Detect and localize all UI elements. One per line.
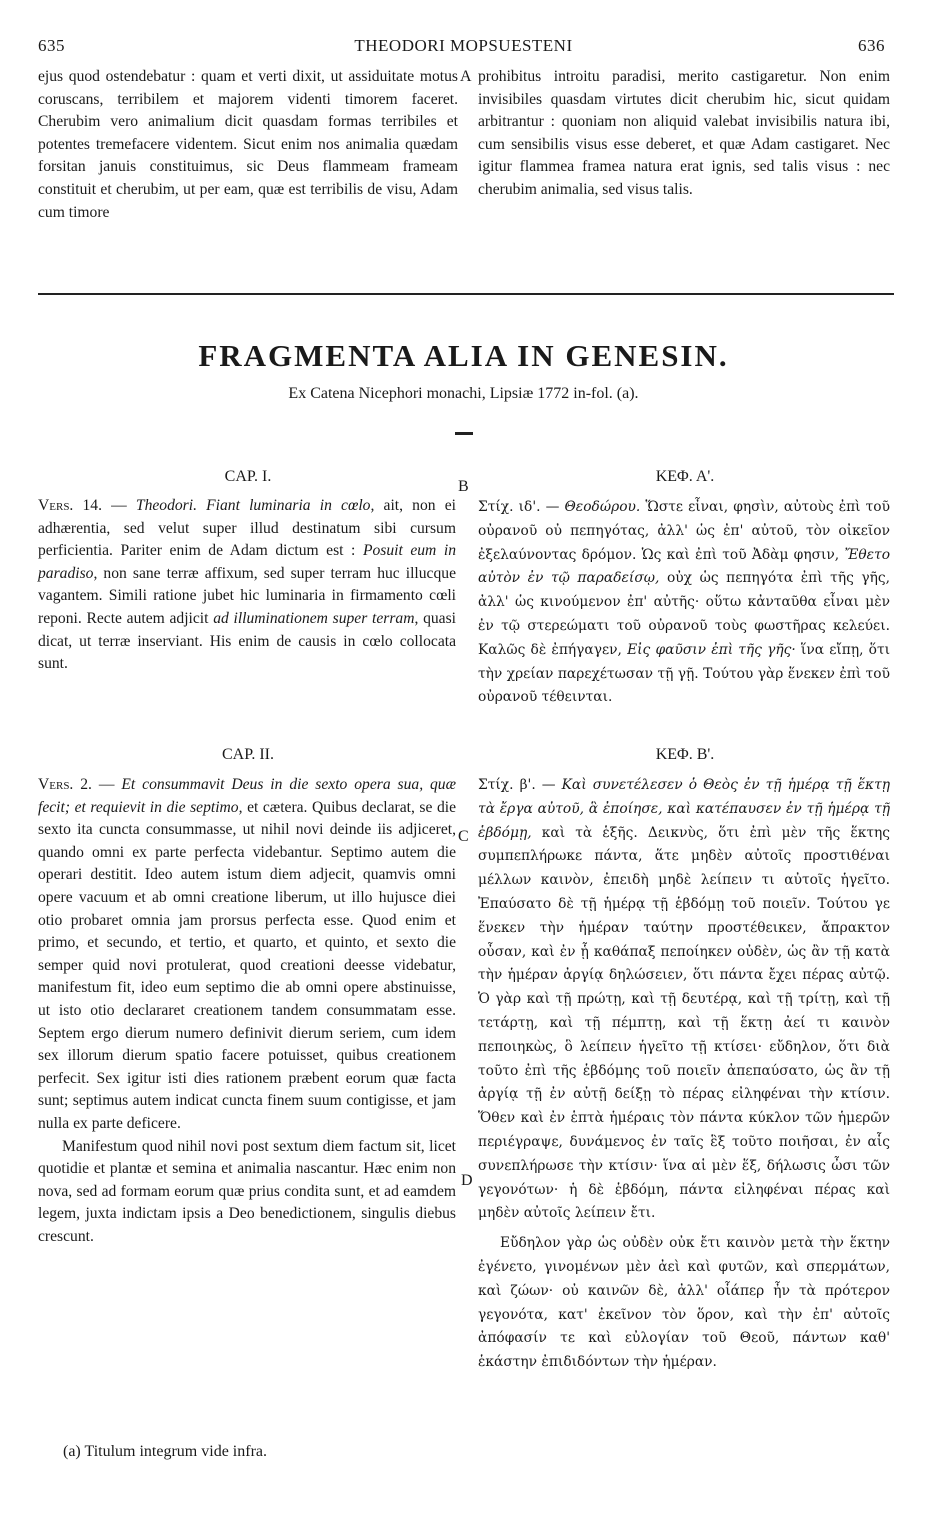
chapter-heading-greek-1: ΚΕΦ. Α'. [655, 468, 715, 485]
margin-letter-c: C [458, 828, 469, 845]
margin-letter-b: B [458, 478, 469, 495]
greek-chapter-1-text: Στίχ. ιδ'. — Θεοδώρου. Ὥστε εἶναι, φησὶν, αὐτοὺς ἐπὶ τοῦ οὐρανοῦ οὐ πεπηγότας, ἀλλ' ὡς ἐπ' αὐτοῦ, τὸν οἰκεῖον ἐξελαύνοντας δρόμον. Ὡς καὶ ἐπὶ τοῦ Ἀδὰμ φησιν, Ἔθετο αὐτὸν ἐν τῷ παραδείσῳ, οὐχ ὡς πεπηγότα ἐπὶ τῆς γῆς, ἀλλ' ὡς κινούμενον ἐπ' αὐτῆς· οὕτω κἀνταῦθα εἶναι μὲν ἐν τῷ στερεώματι τοῦ οὐρανοῦ τοὺς φωστῆρας κελεύει. Καλῶς δὲ ἐπήγαγεν, Εἰς φαῦσιν ἐπὶ τῆς γῆς· ἵνα εἴπῃ, ὅτι τὴν χρείαν παρεχέτωσαν τῇ γῇ. Τούτου γὰρ ἕνεκεν ἐπὶ τοῦ οὐρανοῦ τέθεινται. [478, 499, 891, 706]
running-header-title: THEODORI MOPSUESTENI [354, 36, 573, 55]
section-subtitle: Ex Catena Nicephori monachi, Lipsiæ 1772 in-fol. (a). [288, 385, 639, 402]
margin-letter-d: D [461, 1172, 473, 1189]
margin-letter-a: A [460, 68, 472, 85]
title-dash [455, 432, 473, 435]
section-divider [38, 293, 894, 295]
latin-chapter-2-text: Vers. 2. — Et consummavit Deus in die sexto opera sua, quæ fecit; et requievit in die septimo, et cætera. Quibus declarat, se die sexto ita cuncta consummasse, ut nihil novi deinde iis adjiceret, quando omni ex parte perfecta videbantur. Septimo autem die operari destitit. Ideo autem istum diem adjecit, quamvis omni opere vacuum et ab omni creatione liberum, ut illo hujusce diei otio probaret omnia jam prorsus perfecta esse. Quod enim et primo, et secundo, et tertio, et quarto, et quinto, et sexto die semper quid novi protulerat, quod creationi deesse videbatur, manifestum fit, ideo eum septimo die ab omni opere abstinuisse, ut isto otio declararet creationem tandem consummatam esse. Septem ergo dierum numero definivit dierum seriem, cum idem sex illorum dierum spatio facere potuisset, quibus creationem perfecit. Sex igitur isti dies rationem præbent eorum quæ facta sunt; septimus autem indicat cuncta finem suum contigisse, et jam nulla ex parte deficere. Manifestum quod nihil novi post sextum diem factum sit, licet quotidie et plantæ et semina et animalia nascantur. Hæc enim non nova, sed ad formam eorum quæ prius condita sunt, et ad eamdem legem, juxta indictam ipsis a Deo benedictionem, singulis diebus crescunt. [38, 776, 457, 1245]
top-left-paragraph: ejus quod ostendebatur : quam et verti dixit, ut assiduitate motus coruscans, terribilem et majorem videnti timorem faceret. Cherubim vero animalium dicit quasdam formas terribiles et potentes tremefacere videntem. Sicut enim nos animalia quædam forsitan januis constituimus, sic Deus flammeam frameam constituit et cherubim, ut per eam, quæ est terribilis de visu, Adam cum timore [38, 68, 458, 221]
page-number-right: 636 [858, 36, 885, 55]
latin-chapter-1-text: Vers. 14. — Theodori. Fiant luminaria in cœlo, ait, non ei adhærentia, sed velut super illud destinatum sibi cursum perficientia. Pariter enim de Adam dictum est : Posuit eum in paradiso, non sane terræ affixum, sed super terram huc illucque vagantem. Simili ratione jubet hic luminaria in firmamento cœli reponi. Recte autem adjicit ad illuminationem super terram, quasi dicat, ut terræ inserviant. His enim de causis in cœlo collocata sunt. [38, 497, 456, 673]
chapter-heading-latin-1: CAP. I. [224, 468, 272, 485]
section-title: FRAGMENTA ALIA IN GENESIN. [198, 338, 729, 373]
page-number-left: 635 [38, 36, 65, 55]
chapter-heading-latin-2: CAP. II. [221, 746, 274, 763]
chapter-heading-greek-2: ΚΕΦ. Β'. [655, 746, 715, 763]
top-right-paragraph: prohibitus introitu paradisi, merito castigaretur. Non enim invisibiles quasdam virtutes dicit cherubim hic, sicut quidam arbitrantur : quoniam non aliquid valebat invisibilis natura ibi, cum sensibilis visus esse deberet, et quæ Adam castigaret. Nec igitur flammea framea natura erat ignis, sed talis visus : nec cherubim animalia, sed visus talis. [478, 68, 890, 198]
greek-chapter-2-text: Στίχ. β'. — Καὶ συνετέλεσεν ὁ Θεὸς ἐν τῇ ἡμέρᾳ τῇ ἕκτῃ τὰ ἔργα αὐτοῦ, ἃ ἐποίησε, καὶ κατέπαυσεν ἐν τῇ ἡμέρᾳ τῇ ἑβδόμῃ, καὶ τὰ ἑξῆς. Δεικνὺς, ὅτι ἐπὶ μὲν τῆς ἕκτης συμπεπλήρωκε πάντα, ἅτε μηδὲν αὐτοῖς προστιθέναι μέλλων καινὸν, ἐπειδὴ μηδὲ λείπειν τι αὐτοῖς ἡγεῖτο. Ἐπαύσατο δὲ τῇ ἡμέρᾳ τῇ ἑβδόμῃ τοῦ ποιεῖν. Τούτου γε ἕνεκεν τὴν ἡμέραν ταύτην προστέθεικεν, ἄπρακτον οὖσαν, καὶ ἐν ᾗ καθάπαξ πεποίηκεν οὐδὲν, ὡς ἂν τῇ κατὰ τὴν ἡμέραν ἀργίᾳ δηλώσειεν, ὅτι πάντα ἔχει πέρας αὐτῷ. Ὁ γὰρ καὶ τῇ πρώτῃ, καὶ τῇ δευτέρᾳ, καὶ τῇ τρίτῃ, καὶ τῇ τετάρτῃ, καὶ τῇ πέμπτῃ, καὶ τῇ ἕκτῃ ἀεί τι καινὸν πεποιηκὼς, ὃ λείπειν ἡγεῖτο τῇ κτίσει· εὔδηλον, ὅτι διὰ τοῦτο ἐπὶ τῆς ἑβδόμης τοῦ ποιεῖν ἀπεπαύσατο, ὡς ἂν τῇ ἀργίᾳ τῇ ἐν αὐτῇ δείξῃ τὸ πέρας εἰληφέναι τὴν κτίσιν. Ὅθεν καὶ ἐν ἑπτὰ ἡμέραις τὸν πάντα κύκλον τῶν ἡμερῶν περιέγραψε, δυνάμενος ἐν ταῖς ἓξ τοῦτο ποιῆσαι, ἐν αἷς συνεπλήρωσε τὴν κτίσιν· ἵνα αἱ μὲν ἕξ, δήλωσις ὦσι τῶν γεγονότων· ἡ δὲ ἑβδόμη, πάντα εἰληφέναι πέρας καὶ μηδὲν αὐτοῖς λείπειν ἔτι. Εὔδηλον γὰρ ὡς οὐδὲν οὐκ ἔτι καινὸν μετὰ τὴν ἕκτην ἐγένετο, γινομένων μὲν ἀεὶ καὶ φυτῶν, καὶ σπερμάτων, καὶ ζώων· οὐ καινῶν δὲ, ἀλλ' οἷάπερ ἦν τὰ πρότερον γεγονότα, κατ' ἐκεῖνον τὸν ὅρον, καὶ τὴν ἐπ' αὐτοῖς ἀπόφασίν τε καὶ εὐλογίαν τοῦ Θεοῦ, πάντων καθ' ἑκάστην ἐπιδιδόντων τὴν ἡμέραν. [478, 777, 890, 1371]
footnote: (a) Titulum integrum vide infra. [63, 1443, 267, 1460]
